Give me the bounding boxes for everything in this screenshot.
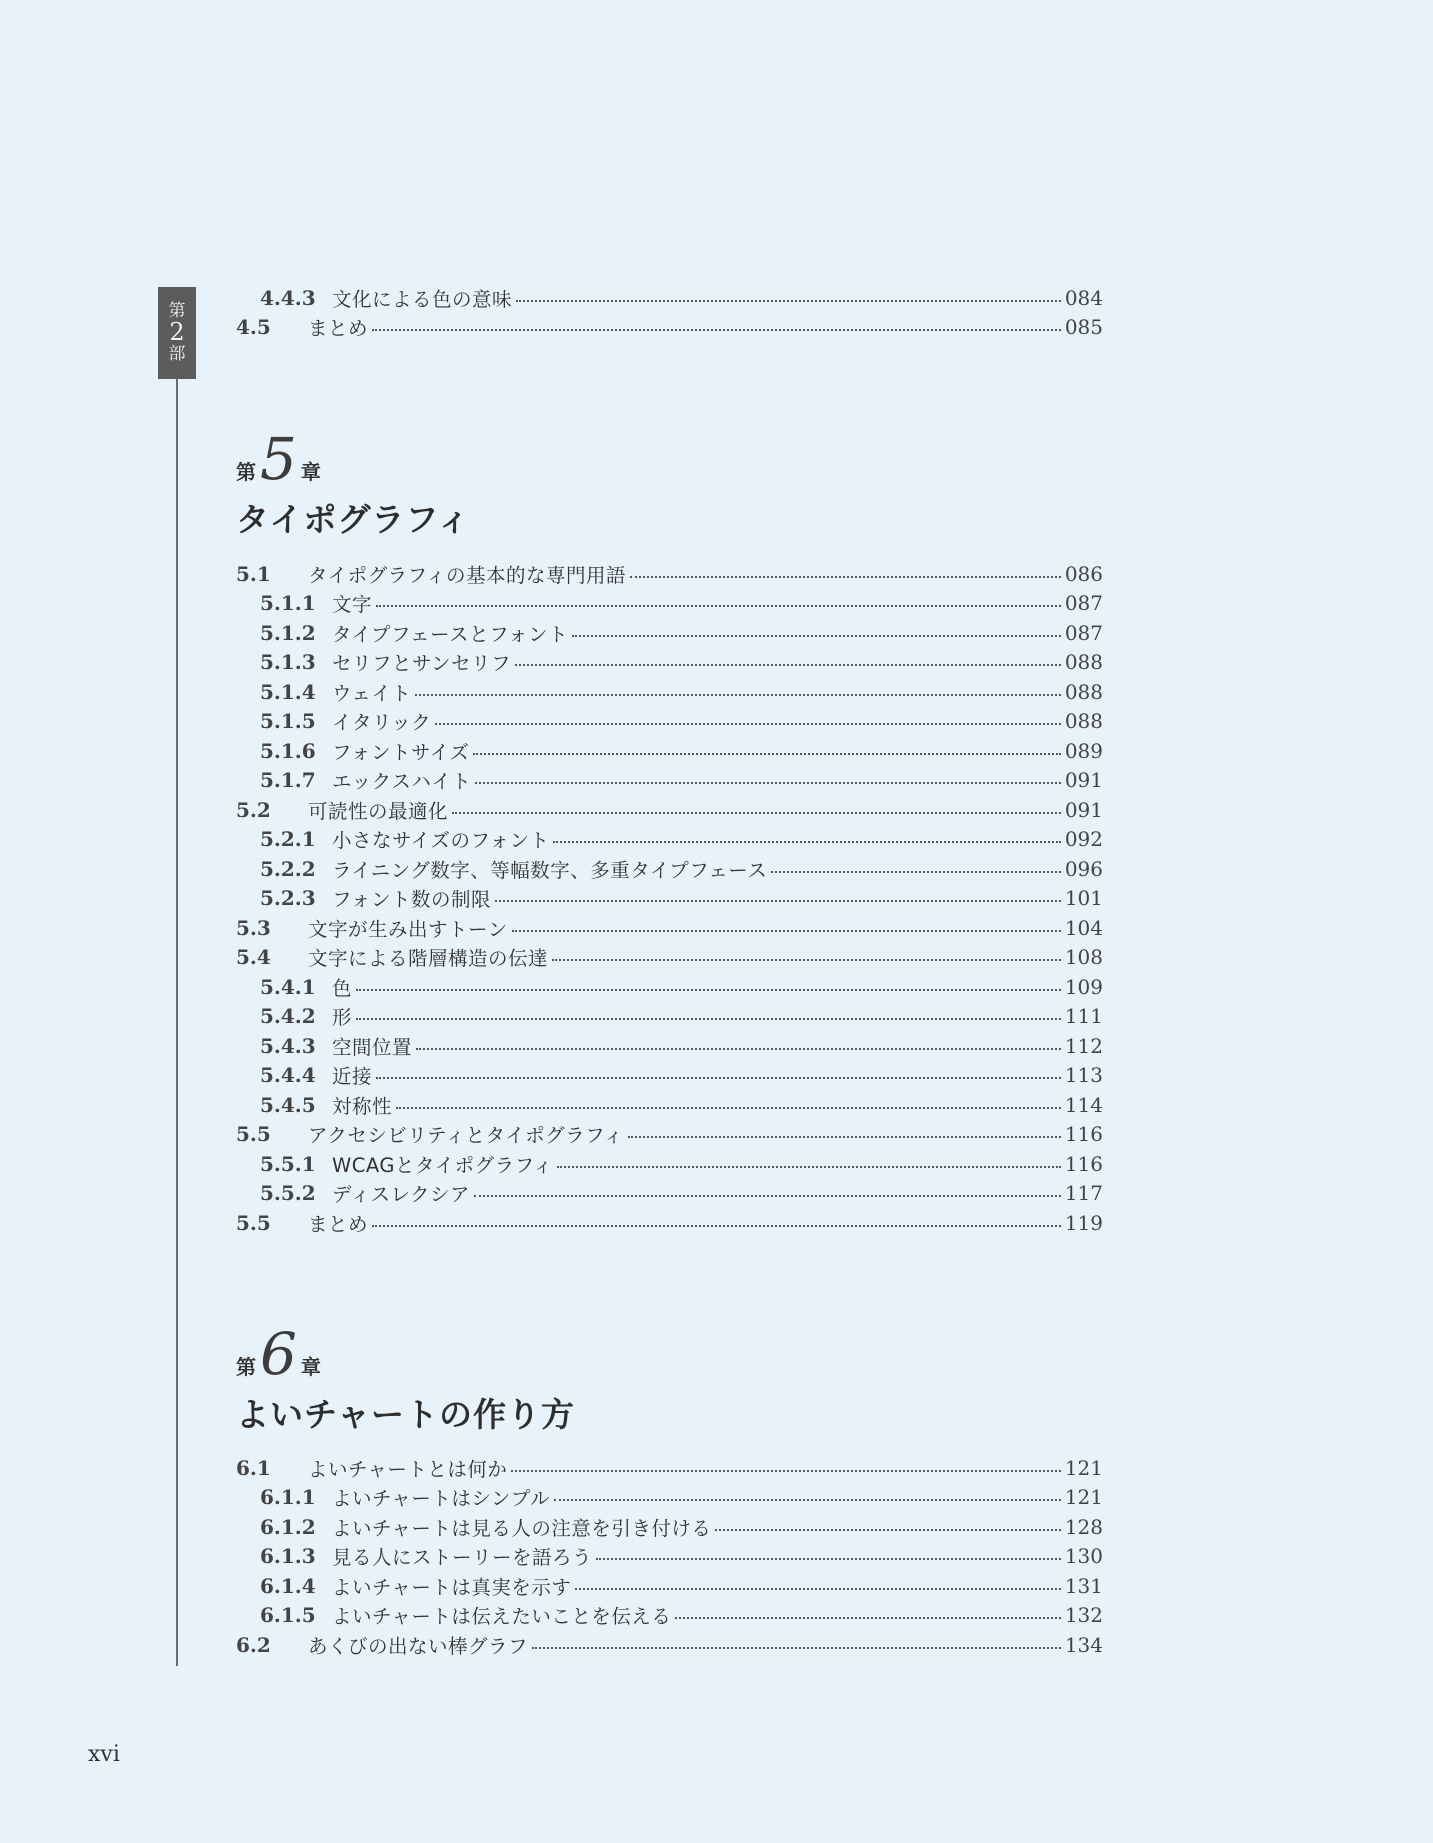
toc-entry-page: 117 (1064, 1181, 1103, 1206)
chapter-number: 5 (260, 425, 297, 493)
toc-entry-page: 085 (1064, 315, 1103, 340)
toc-entry[interactable] (236, 1483, 1103, 1513)
toc-leader-dots (532, 1647, 1061, 1649)
toc-entry-number: 4.4.3 (260, 285, 316, 310)
toc-entry[interactable] (236, 1031, 1103, 1061)
part-tab (158, 287, 196, 379)
toc-leader-dots (415, 694, 1061, 696)
toc-entry-title: 色 (332, 976, 353, 1000)
toc-entry-title: よいチャートは見る人の注意を引き付ける (332, 1516, 712, 1540)
toc-leader-dots (435, 723, 1061, 725)
toc-entry-page: 091 (1064, 797, 1103, 822)
toc-entry-number: 5.5.1 (260, 1151, 316, 1176)
part-divider-line (176, 379, 178, 1666)
toc-entry-number: 5.5.2 (260, 1181, 316, 1206)
toc-leader-dots (715, 1529, 1060, 1531)
toc-entry-number: 5.1.3 (260, 650, 316, 675)
toc-leader-dots (372, 1225, 1061, 1227)
toc-entry[interactable] (236, 1601, 1103, 1631)
toc-entry[interactable] (236, 1090, 1103, 1120)
toc-entry-title: ウェイト (332, 681, 412, 705)
toc-entry-page: 116 (1064, 1151, 1103, 1176)
toc-entry-title: セリフとサンセリフ (332, 652, 512, 676)
toc-entry[interactable] (236, 1630, 1103, 1660)
chapter-6-heading (236, 1320, 576, 1436)
toc-entry-number: 6.1.1 (260, 1485, 316, 1510)
toc-entry-title: 近接 (332, 1065, 373, 1089)
toc-entry[interactable] (236, 1453, 1103, 1483)
toc-entry[interactable] (236, 1002, 1103, 1032)
toc-entry-page: 111 (1064, 1004, 1103, 1029)
toc-entry-number: 6.1.3 (260, 1544, 316, 1569)
toc-entry-page: 088 (1064, 650, 1103, 675)
toc-leader-dots (771, 871, 1060, 873)
toc-entry-number: 5.1.5 (260, 709, 316, 734)
toc-leader-dots (356, 1018, 1061, 1020)
toc-entry-page: 128 (1064, 1514, 1103, 1539)
toc-entry-number: 6.2 (236, 1632, 271, 1657)
chapter-label-prefix: 第 (236, 460, 256, 484)
toc-leader-dots (675, 1617, 1060, 1619)
toc-entry-title: エックスハイト (332, 770, 472, 794)
toc-leader-dots (376, 1077, 1061, 1079)
toc-entry[interactable] (236, 1149, 1103, 1179)
toc-entry-title: よいチャートとは何か (308, 1457, 508, 1481)
toc-entry[interactable] (236, 313, 1103, 343)
toc-entry-page: 114 (1064, 1092, 1103, 1117)
toc-entry[interactable] (236, 283, 1103, 313)
part-tab-label-bottom: 部 (168, 343, 186, 364)
toc-chapter-6 (236, 1453, 1103, 1660)
toc-leader-dots (372, 329, 1061, 331)
toc-entry[interactable] (236, 1542, 1103, 1572)
toc-leader-dots (396, 1107, 1061, 1109)
toc-entry[interactable] (236, 618, 1103, 648)
toc-entry-page: 092 (1064, 827, 1103, 852)
toc-entry[interactable] (236, 913, 1103, 943)
toc-entry[interactable] (236, 1512, 1103, 1542)
toc-entry-page: 091 (1064, 768, 1103, 793)
toc-entry-page: 121 (1064, 1455, 1103, 1480)
toc-entry-title: 小さなサイズのフォント (332, 829, 550, 853)
toc-entry-title: イタリック (332, 711, 432, 735)
toc-entry-page: 087 (1064, 591, 1103, 616)
toc-entry-page: 108 (1064, 945, 1103, 970)
part-tab-label-top: 第 (168, 300, 186, 321)
toc-entry-number: 6.1 (236, 1455, 271, 1480)
toc-entry[interactable] (236, 1179, 1103, 1209)
chapter-title: よいチャートの作り方 (236, 1395, 576, 1434)
toc-entry-title: タイプフェースとフォント (332, 622, 569, 646)
toc-entry[interactable] (236, 677, 1103, 707)
toc-entry-number: 5.2.2 (260, 856, 316, 881)
toc-entry-number: 5.5 (236, 1122, 271, 1147)
toc-entry-page: 132 (1064, 1603, 1103, 1628)
toc-leader-dots (474, 1195, 1061, 1197)
toc-entry-page: 089 (1064, 738, 1103, 763)
toc-entry-number: 5.1.4 (260, 679, 316, 704)
toc-leader-dots (376, 605, 1061, 607)
toc-entry-page: 119 (1064, 1210, 1103, 1235)
toc-leader-dots (512, 930, 1061, 932)
toc-entry-title: アクセシビリティとタイポグラフィ (308, 1124, 624, 1148)
toc-entry-title: 形 (332, 1006, 353, 1030)
toc-entry[interactable] (236, 589, 1103, 619)
toc-entry-number: 5.2.1 (260, 827, 316, 852)
toc-leader-dots (473, 753, 1060, 755)
chapter-label (236, 425, 471, 493)
toc-entry[interactable] (236, 1571, 1103, 1601)
chapter-number: 6 (260, 1320, 297, 1388)
toc-entry-number: 6.1.5 (260, 1603, 316, 1628)
toc-entry-number: 5.1.2 (260, 620, 316, 645)
toc-leader-dots (575, 1588, 1060, 1590)
toc-entry[interactable] (236, 854, 1103, 884)
toc-entry-title: 可読性の最適化 (308, 799, 449, 823)
toc-leader-dots (416, 1048, 1061, 1050)
toc-entry-number: 5.1.1 (260, 591, 316, 616)
toc-entry-page: 113 (1064, 1063, 1103, 1088)
toc-entry-number: 6.1.4 (260, 1573, 316, 1598)
toc-leader-dots (452, 812, 1061, 814)
toc-entry[interactable] (236, 795, 1103, 825)
toc-entry[interactable] (236, 943, 1103, 973)
toc-leader-dots (630, 576, 1061, 578)
toc-leader-dots (557, 1166, 1061, 1168)
toc-entry-number: 5.1.6 (260, 738, 316, 763)
toc-leader-dots (516, 300, 1061, 302)
toc-entry-title: ディスレクシア (332, 1183, 471, 1207)
toc-entry-page: 121 (1064, 1485, 1103, 1510)
toc-entry-number: 5.1 (236, 561, 271, 586)
toc-leader-dots (356, 989, 1061, 991)
toc-entry-title: 文字が生み出すトーン (308, 917, 508, 941)
toc-entry-page: 088 (1064, 679, 1103, 704)
toc-entry-number: 5.5 (236, 1210, 271, 1235)
toc-entry[interactable] (236, 825, 1103, 855)
toc-entry-page: 084 (1064, 285, 1103, 310)
toc-entry-title: よいチャートは真実を示す (332, 1575, 572, 1599)
toc-entry-number: 5.4.2 (260, 1004, 316, 1029)
chapter-label-suffix: 章 (300, 460, 321, 484)
toc-entry-title: タイポグラフィの基本的な専門用語 (308, 563, 627, 587)
toc-entry[interactable] (236, 972, 1103, 1002)
toc-leader-dots (572, 635, 1061, 637)
toc-entry[interactable] (236, 1208, 1103, 1238)
toc-entry[interactable] (236, 1120, 1103, 1150)
toc-chapter-5 (236, 559, 1103, 1238)
toc-entry-title: 空間位置 (332, 1035, 413, 1059)
toc-entry-page: 109 (1064, 974, 1103, 999)
toc-entry-page: 134 (1064, 1632, 1103, 1657)
toc-entry[interactable] (236, 559, 1103, 589)
toc-entry-page: 130 (1064, 1544, 1103, 1569)
toc-entry-number: 5.1.7 (260, 768, 316, 793)
toc-entry-number: 4.5 (236, 315, 271, 340)
toc-entry-title: よいチャートは伝えたいことを伝える (332, 1605, 672, 1629)
toc-entry-title: あくびの出ない棒グラフ (308, 1634, 529, 1658)
chapter-title: タイポグラフィ (236, 500, 471, 539)
toc-entry-page: 104 (1064, 915, 1103, 940)
toc-entry[interactable] (236, 736, 1103, 766)
toc-entry-page: 131 (1064, 1573, 1103, 1598)
toc-entry-title: 文化による色の意味 (332, 287, 513, 311)
toc-leader-dots (628, 1136, 1061, 1138)
toc-entry-title: フォントサイズ (332, 740, 470, 764)
toc-leader-dots (495, 900, 1061, 902)
toc-entry[interactable] (236, 707, 1103, 737)
chapter-label-suffix: 章 (300, 1355, 321, 1379)
chapter-label (236, 1320, 575, 1388)
toc-entry[interactable] (236, 648, 1103, 678)
toc-entry-title: 文字 (332, 593, 373, 617)
chapter-5-heading (236, 425, 471, 541)
toc-entry-page: 112 (1064, 1033, 1103, 1058)
toc-entry-title: よいチャートはシンプル (332, 1487, 551, 1511)
toc-leader-dots (554, 1499, 1061, 1501)
toc-entry-title: ライニング数字、等幅数字、多重タイプフェース (332, 858, 768, 882)
toc-entry-number: 5.2.3 (260, 886, 316, 911)
toc-entry-page: 088 (1064, 709, 1103, 734)
toc-entry-page: 101 (1064, 886, 1103, 911)
toc-entry[interactable] (236, 1061, 1103, 1091)
toc-entry[interactable] (236, 884, 1103, 914)
toc-entry-title: 対称性 (332, 1094, 393, 1118)
toc-entry-title: 見る人にストーリーを語ろう (332, 1546, 593, 1570)
toc-entry-number: 5.4.1 (260, 974, 316, 999)
toc-leader-dots (553, 841, 1060, 843)
toc-entry-number: 5.4.4 (260, 1063, 316, 1088)
toc-leader-dots (596, 1558, 1061, 1560)
toc-leader-dots (515, 664, 1061, 666)
toc-entry-number: 5.2 (236, 797, 271, 822)
toc-entry-page: 116 (1064, 1122, 1103, 1147)
toc-entry-page: 096 (1064, 856, 1103, 881)
toc-entry-page: 086 (1064, 561, 1103, 586)
toc-entry-number: 5.4 (236, 945, 271, 970)
toc-entry-number: 5.4.3 (260, 1033, 316, 1058)
toc-leader-dots (511, 1470, 1060, 1472)
toc-entry-number: 6.1.2 (260, 1514, 316, 1539)
toc-leader-dots (475, 782, 1060, 784)
toc-entry-title: 文字による階層構造の伝達 (308, 947, 549, 971)
toc-entry-page: 087 (1064, 620, 1103, 645)
toc-entry-title: WCAGとタイポグラフィ (332, 1153, 554, 1177)
toc-continued (236, 283, 1103, 342)
toc-leader-dots (552, 959, 1061, 961)
toc-entry-title: まとめ (308, 1212, 369, 1236)
chapter-label-prefix: 第 (236, 1355, 256, 1379)
toc-entry-title: まとめ (308, 317, 369, 341)
toc-entry-number: 5.3 (236, 915, 271, 940)
toc-entry[interactable] (236, 766, 1103, 796)
toc-entry-number: 5.4.5 (260, 1092, 316, 1117)
page-folio: xvi (88, 1742, 120, 1767)
toc-entry-title: フォント数の制限 (332, 888, 492, 912)
part-tab-number: 2 (169, 318, 185, 347)
